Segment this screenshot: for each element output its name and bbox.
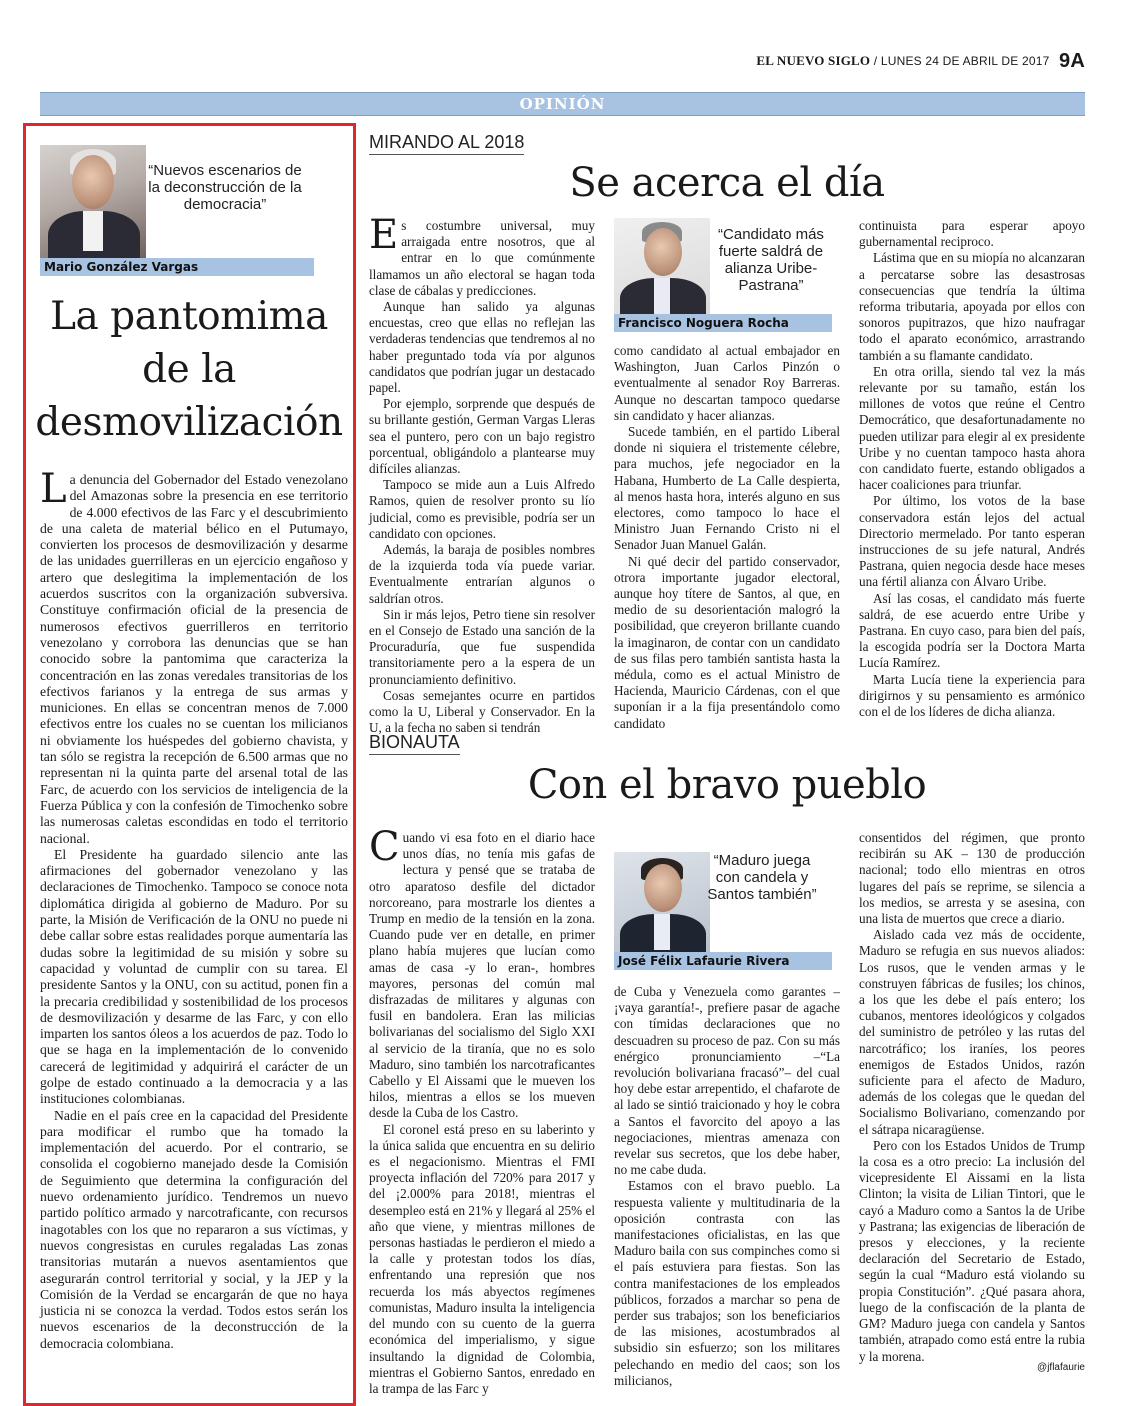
paragraph: continuista para esperar apoyo gubernamental reciproco. [859, 218, 1085, 250]
article-column [859, 218, 1085, 720]
paragraph: Por ejemplo, sorprende que después de su brillante gestión, German Vargas Lleras sea el puntero, pero con un bajo registro porcentual, obligándolo a plantearse muy difíciles alianzas. [369, 396, 595, 477]
author-byline: Mario González Vargas [40, 258, 314, 276]
author-photo-francisco [614, 218, 710, 316]
paragraph: Aislado cada vez más de occidente, Maduro se refugia en sus nuevos aliados: Los rusos, que le venden armas y le construyen fábricas de fusiles; los chinos, a los que les debe el país entero; los cubanos, mentores ideológicos y colgados del suministro de petróleo y las rutas del narcotráfico; los iraníes, los peores enemigos de Estados Unidos, razón suficiente para el afecto de Maduro, además de los colegas que le quedan del Socialismo Bolivariano, comenzando por el sátrapa nicaragüense. [859, 927, 1085, 1137]
paragraph: Marta Lucía tiene la experiencia para dirigirnos y su pensamiento es armónico con el de los líderes de dicha alianza. [859, 671, 1085, 720]
article-headline [28, 290, 350, 449]
paragraph: Aunque han salido ya algunas encuestas, creo que ellas no reflejan las verdaderas tendencias que tendremos al no haber preguntado toda vía por algunos candidatos que podrían jugar un destacado papel. [369, 299, 595, 396]
article-column [369, 212, 595, 736]
drop-cap: C [369, 824, 400, 870]
paragraph: como candidato al actual embajador en Washington, Juan Carlos Pinzón o eventualmente al senador Roy Barreras. Aunque no descartan tampoco quedarse sin candidato y hacer alianzas. [614, 343, 840, 423]
paragraph: El Presidente ha guardado silencio ante las afirmaciones del gobernador venezolano y las declaraciones de Timochenko. Tampoco se conoce nota diplomática dirigida al gobierno de Maduro. Por su parte, la Misión de Verificación de la ONU no puede ni debe callar sobre estas realidades porque aumentaría las dudas sobre la legitimidad de su misión y sobre su capacidad y voluntad de cumplir con su tarea. El presidente Santos y la ONU, con su actitud, ponen fin a la precaria credibilidad y sostenibilidad de los procesos de desmovilización y desarme de las Farc, y con ello imparten los santos óleos a los acuerdos de paz. Todo lo que se haga en la implementación de lo convenido carecerá de legitimidad y adquirirá el carácter de un golpe de estado continuado a la democracia y a las instituciones colombianas. [40, 846, 348, 1107]
article-column [614, 984, 840, 1388]
article-headline: Se acerca el día [569, 160, 885, 206]
paragraph: El coronel está preso en su laberinto y la única salida que encuentra en su delirio es el negacionismo. Mientras el FMI proyecta inflación del 720% para 2017 y del ¡2.000% para 2018!, mientras el desempleo está en 21% y llegará al 25% el año que viene, y mientras millones de personas hastiadas le perdieron el miedo a la calle y protestan todos los días, enfrentando una represión que nos recuerda los más abyectos regímenes comunistas, Maduro insulta la inteligencia del mundo con su cuento de la guerra económica del imperialismo, y sigue insultando la dignidad de Colombia, mientras el Gobierno Santos, enredado en la trampa de las Farc y [369, 1121, 595, 1396]
paragraph: Cuando vi esa foto en el diario hace unos días, no tenía mis gafas de lectura y pensé que se trataba de otro aparatoso desfile del dictador norcoreano, para mostrarle los dientes a Trump en medio de la tensión en la zona. Cuando pude ver en detalle, en primer plano había mujeres que lucían como amas de casa -y lo eran-, hombres mayores, personas del común mal disfrazadas de militares y algunas con fusil en bandolera. Eran las milicias bolivarianas del socialismo del Siglo XXI al servicio de la tiranía, que no es solo Maduro, sino también los narcotraficantes Cabello y El Aissami que le mueven los hilos, mientras a ellos se los mueven desde la Cuba de los Castro. [369, 824, 595, 1121]
headline-line: La pantomima [50, 294, 328, 339]
article-body [40, 466, 348, 1357]
paragraph: Sin ir más lejos, Petro tiene sin resolver en el Consejo de Estado una sanción de la Procuraduría, que fue suspendida transitoriamente pero a la espera de un pronunciamiento definitivo. [369, 606, 595, 687]
paragraph: Nadie en el país cree en la capacidad del Presidente para modificar el rumbo que ha tomado la implementación del acuerdo. Por el contrario, se consolida el cogobierno manejado desde la Comisión de Seguimiento que determina la configuración del nuevo ordenamiento jurídico. Tendremos un nuevo partido político armado y narcotraficante, con recursos inagotables con los que no repararon a sus víctimas, y nuevos congresistas en curules regaladas Las zonas transitorias mutarán a nuevos asentamientos que asegurarán control territorial y social, y la JEP y la Comisión de la Verdad se encargarán de que no haya justicia ni se conozca la verdad. Todos estos serán los nuevos escenarios de la deconstrucción de la democracia colombiana. [40, 1107, 348, 1351]
headline-line: desmovilización [35, 400, 343, 445]
section-bar: OPINIÓN [40, 92, 1085, 116]
article-column [369, 824, 595, 1396]
issue-date: / LUNES 24 DE ABRIL DE 2017 [873, 54, 1050, 68]
newspaper-name: EL NUEVO SIGLO [756, 53, 871, 68]
article-headline: Con el bravo pueblo [527, 762, 927, 808]
page-number: 9A [1059, 50, 1085, 72]
article-column [859, 830, 1085, 1364]
column-kicker: MIRANDO AL 2018 [369, 132, 524, 155]
paragraph: Pero con los Estados Unidos de Trump la cosa es a otro precio: La inclusión del vicepresidente El Aissami en la lista Clinton; la visita de Lilian Tintori, que le cayó a Maduro como a Santos la de Uribe y Pastrana; las exigencias de liberación de presos y elecciones, y la reciente declaración del Secretario de Estado, según la cual “Maduro está violando su propia Constitución”. ¿Qué pasara ahora, luego de la confiscación de la planta de GM? Maduro juega con candela y Santos también, atrapado como está entre la rubia y la morena. [859, 1137, 1085, 1364]
article-column [614, 343, 840, 731]
masthead [756, 50, 1085, 73]
column-kicker: BIONAUTA [369, 732, 460, 755]
author-photo-jose-felix [614, 852, 710, 952]
pull-quote: “Candidato más fuerte saldrá de alianza Uribe-Pastrana” [718, 226, 824, 294]
paragraph: Estamos con el bravo pueblo. La respuesta valiente y multitudinaria de la oposición contrasta con las manifestaciones oficialistas, en las que Maduro baila con sus compinches como si el país estuviera para fiestas. Son las contra manifestaciones de los empleados públicos, forzados a marchar so pena de perder sus trabajos; son los beneficiarios de las misiones, acostumbrados al subsidio sin esfuerzo; son los militares pelechando en medio del caos; son los milicianos, [614, 1178, 840, 1388]
paragraph: Tampoco se mide aun a Luis Alfredo Ramos, quien de resolver pronto su lío judicial, como es previsible, podría ser un candidato con opciones. [369, 477, 595, 541]
pull-quote: “Nuevos escenarios de la deconstrucción de la democracia” [148, 162, 302, 213]
drop-cap: L [40, 466, 67, 512]
pull-quote: “Maduro juega con candela y Santos también” [707, 852, 817, 903]
author-handle: @jflafaurie [1037, 1362, 1085, 1373]
paragraph: Por último, los votos de la base conservadora están lejos del actual Directorio mermelado. Por tanto esperan instrucciones de su jefe natural, Andrés Pastrana, quien negocia desde hace meses una fértil alianza con Álvaro Uribe. [859, 493, 1085, 590]
author-photo-mario [40, 145, 146, 258]
paragraph: Es costumbre universal, muy arraigada entre nosotros, que al entrar en lo que comúnmente llamamos un año electoral se hagan toda clase de cábalas y predicciones. [369, 212, 595, 298]
author-byline: Francisco Noguera Rocha [614, 314, 832, 332]
paragraph: Ni qué decir del partido conservador, otrora importante jugador electoral, aunque hoy títere de Santos, al que, en medio de su desorientación malogró la posibilidad, que creyeron brillante cuando la imaginaron, de contar con un candidato de sus filas pero también santista hasta la médula, como es el actual Ministro de Hacienda, Mauricio Cárdenas, con el que suponían ir a la fija presentándolo como candidato [614, 553, 840, 731]
paragraph: Así las cosas, el candidato más fuerte saldrá, de ese acuerdo entre Uribe y Pastrana. En cuyo caso, para bien del país, la escogida podría ser la Doctora Marta Lucía Ramírez. [859, 590, 1085, 671]
paragraph: En otra orilla, siendo tal vez la más relevante por su tamaño, están los millones de votos que reúne el Centro Democrático, que desafortunadamente no pueden utilizar para elegir al ex presidente Uribe y no cuentan tampoco hasta ahora con candidato fuerte, estando obligados a hacer coaliciones para triunfar. [859, 363, 1085, 493]
author-byline: José Félix Lafaurie Rivera [614, 952, 832, 970]
paragraph: de Cuba y Venezuela como garantes –¡vaya garantía!-, prefiere pasar de agache con tímidas declaraciones que no descuadren su proceso de paz. Con su más enérgico pronunciamiento –“La revolución bolivariana fracasó”– del cual hoy debe estar arrepentido, el chafarote de al lado se sintió traicionado y hoy le cobra a Santos el favorcito del apoyo a las negociaciones, mientras amenaza con revelar sus secretos, que los debe haber, no me cabe duda. [614, 984, 840, 1178]
paragraph: Cosas semejantes ocurre en partidos como la U, Liberal y Conservador. En la U, a la fecha no saben si tendrán [369, 687, 595, 736]
paragraph: Además, la baraja de posibles nombres de la izquierda toda vía puede variar. Eventualmente entrarían algunos o saldrían otros. [369, 542, 595, 606]
paragraph: Sucede también, en el partido Liberal donde ni siquiera el tristemente célebre, para muchos, jefe negociador en la Habana, Humberto de La Calle despierta, al menos hasta hora, interés alguno en sus electores, como tampoco lo hace el Ministro Juan Fernando Cristo ni el Senador Juan Manuel Galán. [614, 424, 840, 553]
paragraph: La denuncia del Gobernador del Estado venezolano del Amazonas sobre la presencia en ese territorio de 4.000 efectivos de las Farc y el descubrimiento de una caleta de material bélico en el Putumayo, convierten los procesos de desmovilización y desarme de las unidades guerrilleras en un ejercicio engañoso y artero que deslegitima la implementación de los acuerdos suscritos con la organización subversiva. Constituye confirmación oficial de la presencia de numerosos efectivos guerrilleros en territorio venezolano y corrobora las denuncias que se han conocido sobre la pantomima que caracteriza la concentración en las zonas veredales transitorias de los efectivos farianos y la entrega de sus armas y municiones. En ellas se concentran menos de 7.000 efectivos entre los cuales no se cuentan los milicianos ni obviamente los huéspedes del gobierno chavista, y tan sólo se registra la recepción de 6.500 armas que no representan ni la quinta parte del arsenal total de las Farc, de acuerdo con los servicios de inteligencia de la Fuerza Pública y con la confesión de Timochenko sobre las numerosas caletas escondidas en todo el territorio nacional. [40, 466, 348, 846]
paragraph: consentidos del régimen, que pronto recibirán su AK – 130 de producción nacional; todo ello mientras en otros lugares del país se reprime, se silencia a los medios, se arresta y se asesina, con una lista de muertos que crece a diario. [859, 830, 1085, 927]
headline-line: de la [142, 347, 236, 392]
paragraph: Lástima que en su miopía no alcanzaran a percatarse sobre las desastrosas consecuencias que tendría la última reforma tributaria, apoyada por ellos con sonoros pupitrazos, que hizo naufragar todo el aparato económico, arrastrando también a su flamante candidato. [859, 250, 1085, 363]
drop-cap: E [369, 212, 399, 258]
